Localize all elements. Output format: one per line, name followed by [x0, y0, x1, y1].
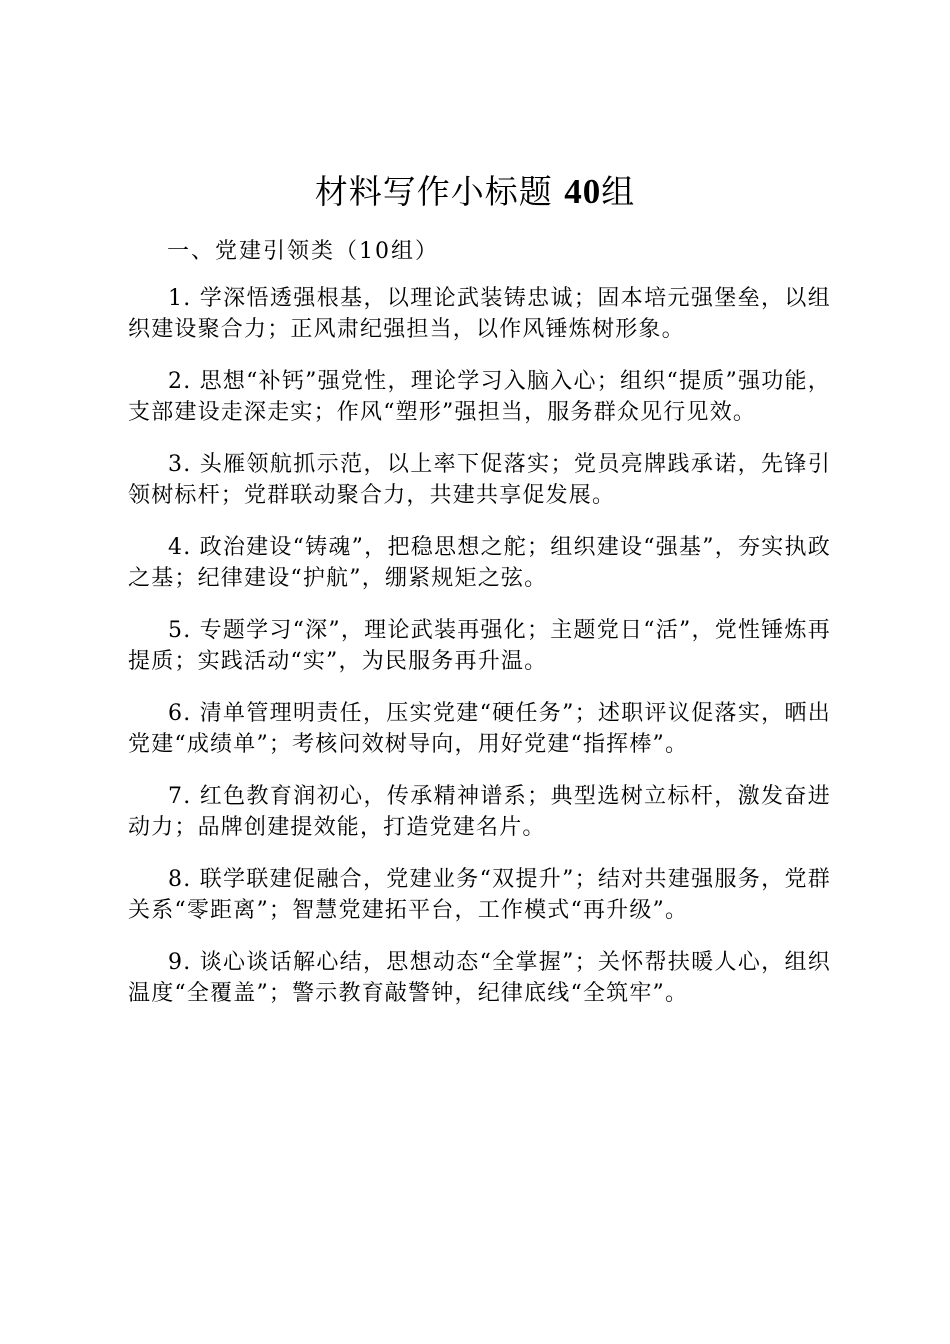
list-item: 1. 学深悟透强根基，以理论武装铸忠诚；固本培元强堡垒，以组织建设聚合力；正风肃纪强担当，以作风锤炼树形象。: [128, 286, 831, 342]
list-item: 7. 红色教育润初心，传承精神谱系；典型选树立标杆，激发奋进动力；品牌创建提效能，打造党建名片。: [128, 784, 831, 840]
list-item: 8. 联学联建促融合，党建业务“双提升”；结对共建强服务，党群关系“零距离”；智慧党建拓平台，工作模式“再升级”。: [128, 867, 831, 923]
list-item: 3. 头雁领航抓示范，以上率下促落实；党员亮牌践承诺，先锋引领树标杆；党群联动聚合力，共建共享促发展。: [128, 452, 831, 508]
list-item: 6. 清单管理明责任，压实党建“硬任务”；述职评议促落实，晒出党建“成绩单”；考核问效树导向，用好党建“指挥棒”。: [128, 701, 831, 757]
title-suffix: 组: [601, 172, 636, 211]
list-item: 5. 专题学习“深”，理论武装再强化；主题党日“活”，党性锤炼再提质；实践活动“实”，为民服务再升温。: [128, 618, 831, 674]
title-number: 40: [564, 172, 602, 211]
section-heading: 一、党建引领类（10组）: [167, 239, 439, 264]
item-list: [128, 284, 831, 1031]
list-item: 9. 谈心谈话解心结，思想动态“全掌握”；关怀帮扶暖人心，组织温度“全覆盖”；警示教育敲警钟，纪律底线“全筑牢”。: [128, 950, 831, 1006]
list-item: 2. 思想“补钙”强党性，理论学习入脑入心；组织“提质”强功能，支部建设走深走实；作风“塑形”强担当，服务群众见行见效。: [128, 369, 831, 425]
title-text: 材料写作小标题: [314, 172, 565, 211]
list-item: 4. 政治建设“铸魂”，把稳思想之舵；组织建设“强基”，夯实执政之基；纪律建设“护航”，绷紧规矩之弦。: [128, 535, 831, 591]
document-title: [0, 162, 950, 222]
